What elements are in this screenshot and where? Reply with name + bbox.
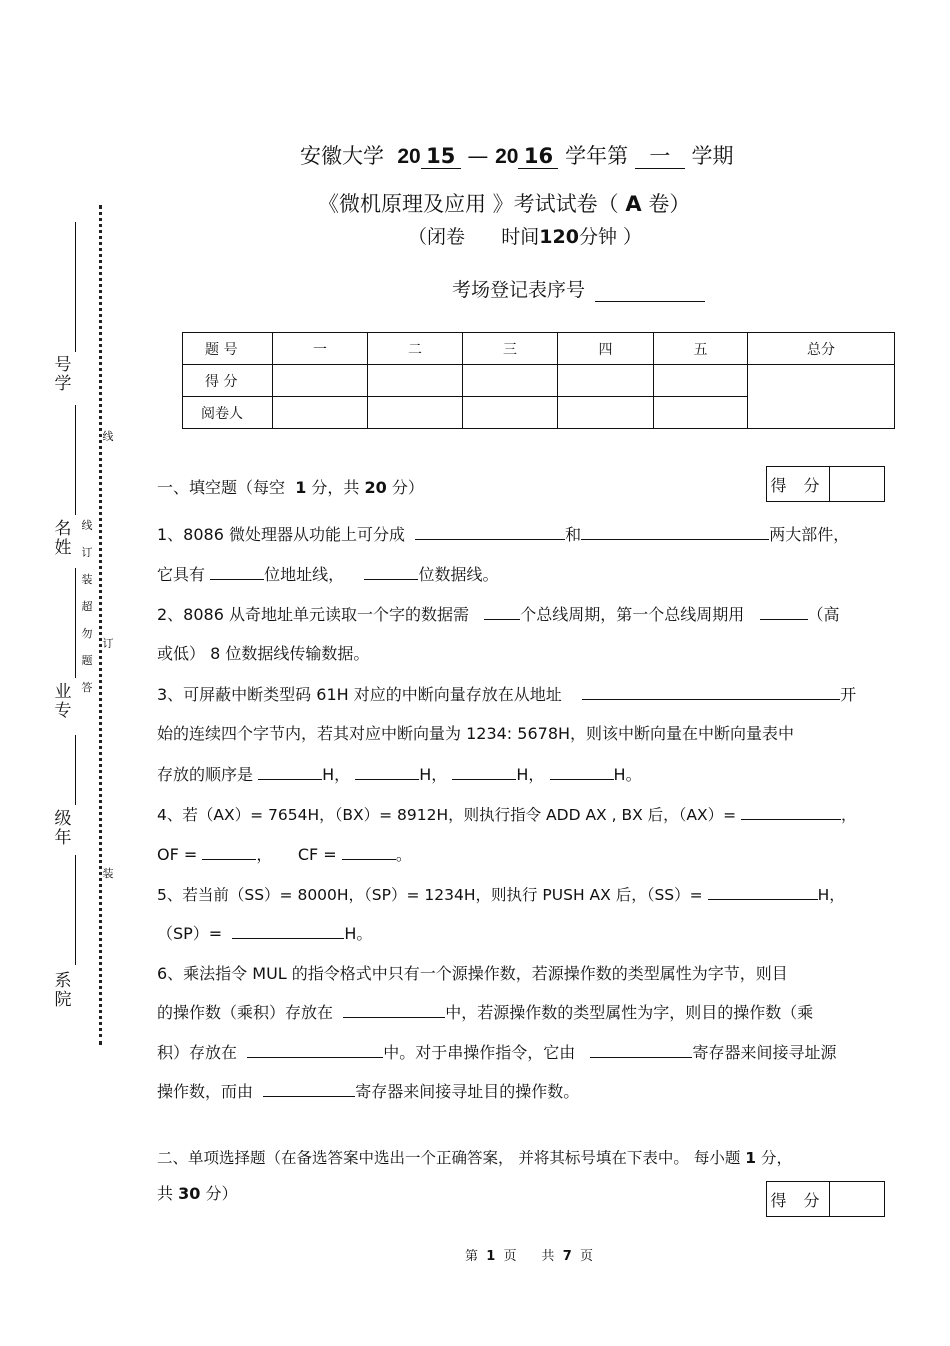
section1-title [157,475,424,498]
blank[interactable] [590,1041,692,1058]
grader-cell[interactable] [463,397,558,429]
major-line[interactable] [75,568,76,678]
blank[interactable] [741,803,841,820]
score-box-label: 得 分 [767,467,830,501]
semester-number: 一 [635,144,685,169]
q6-text-a: 6、乘法指令 MUL 的指令格式中只有一个源操作数，若源操作数的类型属性为字节，则目 [157,964,788,983]
q4-text-f: 。 [395,845,412,864]
blank[interactable] [582,683,840,700]
year-1: 15 [421,144,461,169]
blank[interactable] [247,1041,383,1058]
q1-text-f: 位数据线。 [418,565,499,584]
q4-of-label: OF = [157,845,198,864]
row-header-question: 题 号 [183,333,273,365]
blank[interactable] [263,1080,355,1097]
year-dash: — [467,144,489,168]
q3-text-a: 3、可屏蔽中断类型码 61H 对应的中断向量存放在从地址 [157,685,562,704]
blank[interactable] [342,843,396,860]
blank[interactable] [232,922,344,939]
school-year-label: 学年第 [565,144,629,168]
year-prefix-1: 20 [397,145,421,168]
exam-info [408,222,642,249]
blank[interactable] [415,523,565,540]
footer-page-suffix: 页 [503,1249,517,1264]
exam-mode: （闭卷 [408,226,466,248]
question-6-line-3 [157,1041,836,1065]
row-header-grader: 阅卷人 [183,397,273,429]
q1-text-a: 1、8086 微处理器从功能上可分成 [157,525,405,544]
q5-text-c: （SP）= [157,924,223,943]
question-1-line-2 [157,563,498,587]
footer-total-suffix: 页 [580,1249,594,1264]
footer-page-number: 1 [486,1249,496,1264]
score-cell[interactable] [654,365,748,397]
binding-mark-ding: 订 [102,637,114,650]
score-table-header-row [183,333,895,365]
score-cell[interactable] [463,365,558,397]
q1-text-d: 它具有 [157,565,206,584]
exam-minutes-unit: 分钟 ） [578,226,642,248]
grader-cell[interactable] [368,397,463,429]
section1-total: 20 [364,478,387,497]
score-box-input[interactable] [830,467,884,501]
registration-number [452,275,705,302]
section2-title-c: 共 [157,1184,174,1203]
q2-text-b: 个总线周期，第一个总线周期用 [520,605,745,624]
registration-label: 考场登记表序号 [452,279,586,301]
binding-mark-zhuang: 装 [102,867,114,880]
section1-title-b: 分，共 [311,478,360,497]
col-header-2: 二 [368,333,463,365]
binding-warning-text: 线订装超勿题答 [81,519,93,694]
question-3-line-2 [157,722,794,746]
student-id-line[interactable] [75,222,76,352]
year-2: 16 [518,144,558,169]
score-cell[interactable] [368,365,463,397]
q2-text-c: （高 [807,605,840,624]
university-name: 安徽大学 [300,144,384,168]
blank[interactable] [452,763,516,780]
grader-cell[interactable] [654,397,748,429]
section2-title-d: 分） [205,1184,238,1203]
q1-text-b: 和 [565,525,582,544]
section1-points: 1 [295,478,307,497]
score-box-label: 得 分 [767,1182,830,1216]
question-5-line-1 [157,883,845,907]
q4-text-d: ， [256,845,273,864]
department-label: 系院 [54,971,72,1010]
question-3-line-1 [157,683,856,707]
blank[interactable] [355,763,419,780]
section2-title-line-1 [157,1146,792,1170]
row-header-score: 得 分 [183,365,273,397]
major-label: 业专 [54,682,72,721]
q3-h: H， [419,765,448,784]
q4-text-b: ， [841,806,857,824]
col-header-4: 四 [558,333,654,365]
blank[interactable] [364,563,418,580]
q6-text-h: 寄存器来间接寻址目的操作数。 [355,1082,580,1101]
blank[interactable] [258,763,322,780]
q3-h: H， [516,765,545,784]
blank[interactable] [484,603,520,620]
question-4-line-1 [157,803,857,827]
paper-type: A [625,192,642,216]
paper-suffix: 卷） [648,192,691,216]
section2-score-box [766,1181,885,1217]
total-score-cell[interactable] [748,365,895,429]
question-6-line-2 [157,1001,813,1025]
score-table [182,332,895,429]
q6-text-g: 操作数，而由 [157,1082,254,1101]
blank[interactable] [550,763,614,780]
section1-score-box [766,466,885,502]
section2-title-line-2 [157,1182,237,1206]
section2-points: 1 [745,1149,757,1167]
score-box-input[interactable] [830,1182,884,1216]
q1-text-e: 位地址线， [264,565,345,584]
q3-h: H， [322,765,351,784]
q6-text-e: 中。对于串操作指令，它由 [383,1043,576,1062]
q6-text-c: 中，若源操作数的类型属性为字，则目的操作数（乘 [445,1003,814,1022]
question-5-line-2 [157,922,372,946]
score-cell[interactable] [558,365,654,397]
q1-text-c: 两大部件， [769,525,850,544]
question-4-line-2 [157,843,412,867]
footer-total-pages: 7 [562,1249,572,1264]
course-name: 《微机原理及应用 》考试试卷（ [318,192,619,216]
blank[interactable] [581,523,769,540]
exam-time-label: 时间 [501,226,540,248]
q2-text-d: 或低） 8 位数据线传输数据。 [157,644,370,663]
q4-cf-label: CF = [297,845,337,864]
q5-text-b: H， [817,886,845,904]
q5-text-a: 5、若当前（SS）= 8000H，（SP）= 1234H，则执行 PUSH AX 后，（SS）= [157,886,703,904]
q6-text-b: 的操作数（乘积）存放在 [157,1003,334,1022]
col-header-total: 总分 [748,333,895,365]
name-label: 名姓 [54,519,72,558]
question-6-line-4 [157,1080,579,1104]
binding-mark-xian: 线 [102,430,114,443]
q6-text-d: 积）存放在 [157,1043,238,1062]
q5-text-d: H。 [344,924,373,943]
blank[interactable] [760,603,808,620]
question-6-line-1 [157,962,788,986]
exam-title-line [300,140,770,170]
name-line[interactable] [75,405,76,515]
blank[interactable] [202,843,256,860]
score-cell[interactable] [273,365,368,397]
section2-total: 30 [178,1184,201,1203]
blank[interactable] [343,1001,445,1018]
exam-minutes: 120 [539,226,579,248]
question-2-line-1 [157,603,840,627]
grader-cell[interactable] [558,397,654,429]
grade-line[interactable] [75,735,76,805]
section1-title-a: 一、填空题（每空 [157,478,286,497]
col-header-3: 三 [463,333,558,365]
registration-blank[interactable] [595,281,705,302]
footer-page-prefix: 第 [465,1249,479,1264]
q6-text-f: 寄存器来间接寻址源 [692,1043,837,1062]
section2-title-a: 二、单项选择题（在备选答案中选出一个正确答案， 并将其标号填在下表中。 每小题 [157,1149,741,1167]
year-prefix-2: 20 [495,145,519,168]
grader-cell[interactable] [273,397,368,429]
q3-text-b: 开 [840,685,857,704]
blank[interactable] [210,563,264,580]
binding-dotted-line [99,205,102,1045]
q4-text-a: 4、若（AX）= 7654H，（BX）= 8912H，则执行指令 ADD AX , BX 后，（AX）= [157,806,737,824]
department-line[interactable] [75,855,76,965]
blank[interactable] [708,883,818,900]
page-footer [465,1245,593,1264]
q3-text-d: 存放的顺序是 [157,765,254,784]
col-header-5: 五 [654,333,748,365]
question-1-line-1 [157,523,849,547]
section1-title-c: 分） [391,478,424,497]
grade-label: 级年 [54,809,72,848]
col-header-1: 一 [273,333,368,365]
question-2-line-2 [157,642,369,666]
section2-title-b: 分， [761,1149,793,1167]
student-id-label: 号学 [54,355,72,394]
q3-text-c: 始的连续四个字节内，若其对应中断向量为 1234: 5678H，则该中断向量在中断向量表中 [157,724,795,743]
semester-label: 学期 [691,144,734,168]
question-3-line-3 [157,763,642,787]
footer-total-prefix: 共 [541,1249,555,1264]
q2-text-a: 2、8086 从奇地址单元读取一个字的数据需 [157,605,469,624]
course-title [318,188,690,218]
q3-end: H。 [613,765,642,784]
score-row [183,365,895,397]
